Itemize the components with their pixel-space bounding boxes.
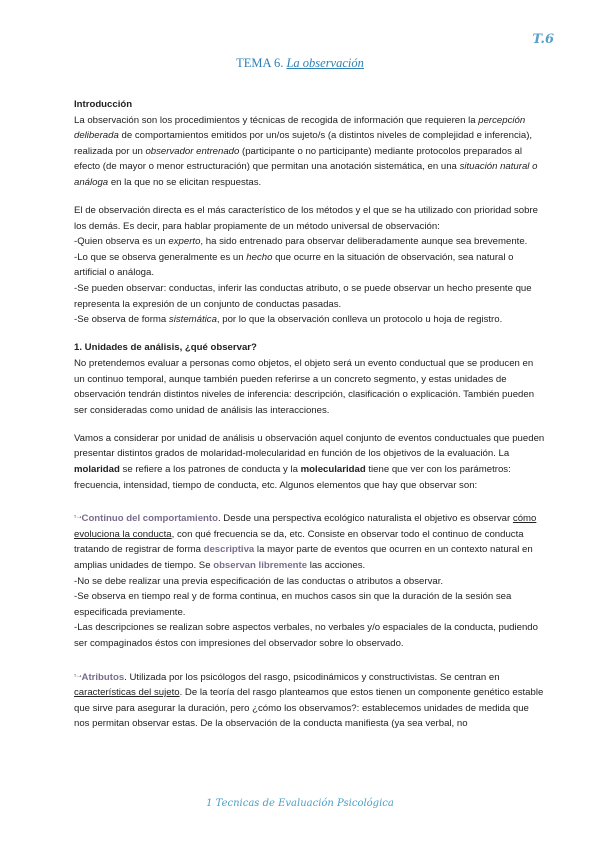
text: -Las descripciones se realizan sobre aspectos verbales, no verbales y/o espaciales de la conducta, pudiendo ser compaginados éstos con impresiones del observador sobre lo observado. [74,622,538,649]
continuo-title: Continuo del comportamiento [81,513,218,525]
text: El de observación directa es el más característico de los métodos y el que se ha utilizado con prioridad sobre los demás. Es decir, para hablar propiamente de un método universal de observación: [74,205,538,232]
page-footer: 1 Tecnicas de Evaluación Psicológica [206,798,394,809]
section1-paragraph-2 [74,431,546,493]
title-main: TEMA 6. [236,56,284,70]
section1-heading: 1. Unidades de análisis, ¿qué observar? [74,342,257,354]
section1-paragraph [74,340,546,418]
text: . De la teoría del rasgo planteamos que estos tienen un componente genético estable que sirve para asegurar la duración, pero ¿cómo los observamos?: establecemos unidades de medida que nos permitan observar estas. De la observación de la conducta manifiesta (ya sea verbal, no [74,687,544,730]
intro-paragraph [74,97,546,191]
title-sub: La observación [286,56,364,70]
arrow-bullet-icon: ⁵➝ [74,515,82,522]
document-body [74,97,546,744]
text: Vamos a considerar por unidad de análisis u observación aquel conjunto de eventos conductuales que pueden presentar distintos grados de molaridad-molecularidad en función de los objetivos de la evaluación. La [74,432,545,460]
continuo-paragraph [74,511,546,651]
text: percepción deliberada [74,114,526,142]
text: molaridad [74,463,120,475]
text: tiene que ver con los parámetros: frecuencia, intensidad, tiempo de conducta, etc. Algunos elementos que hay que observar son: [74,463,511,491]
text: -Lo que se observa generalmente es un [74,251,247,263]
text: observan libremente [213,559,308,571]
text: experto [168,236,201,248]
text: -Se observa de forma [74,314,169,326]
page-title [0,56,600,71]
text: hecho [246,251,273,263]
text: sistemática [168,314,217,326]
intro-heading: Introducción [74,99,133,110]
text: se refiere a los patrones de conducta y la [119,463,301,475]
text: molecularidad [300,463,366,475]
text: características del sujeto [74,687,180,699]
text: , ha sido entrenado para observar deliberadamente aunque sea brevemente. [200,236,528,248]
atributos-paragraph [74,670,546,732]
text: . Desde una perspectiva ecológico naturalista el objetivo es observar [217,513,513,525]
text: -Quien observa es un [74,236,169,248]
text: , por lo que la observación conlleva un protocolo u hoja de registro. [216,314,503,326]
text: -Se pueden observar: conductas, inferir las conductas atributo, o se puede observar un hecho presente que representa la expresión de un conjunto de conductas pasadas. [74,283,532,310]
text: La observación son los procedimientos y técnicas de recogida de información que requieren la [74,114,479,126]
text: . Utilizada por los psicólogos del rasgo, psicodinámicos y constructivistas. Se centran en [124,671,500,683]
text: la mayor parte de eventos que ocurren en un contexto natural en amplias unidades de tiempo. Se [74,544,533,571]
text: -Se observa en tiempo real y de forma continua, en muchos casos sin que la duración de la sesión sea especificada previamente. [74,591,512,618]
text: observador entrenado [145,145,240,157]
text: las acciones. [307,559,366,571]
text: -No se debe realizar una previa especificación de las conductas o atributos a observar. [74,575,444,587]
text: que ocurre en la situación de observación, sea natural o artificial o análoga. [74,251,514,279]
text: en la que no se elicitan respuestas. [108,176,262,188]
arrow-bullet-icon: ⁵➝ [74,673,82,680]
text: situación natural o análoga [74,161,538,188]
text: de comportamientos emitidos por un/os sujeto/s (a distintos niveles de complejidad e inferencia), realizada por un [74,130,533,157]
corner-tag: T.6 [532,32,554,47]
text: cómo evoluciona la conducta [74,513,537,540]
text: (participante o no participante) mediante protocolos preparados al efecto (de mayor o menor estructuración) que permitan una anotación sistemática, en una [74,145,522,173]
text: descriptiva [203,544,255,556]
method-paragraph [74,203,546,328]
atributos-title: Atributos [81,671,125,683]
text: No pretendemos evaluar a personas como objetos, el objeto será un evento conductual que se producen en un continuo temporal, aunque también pueden referirse a un concreto segmento, y estas unidades de observación tendrán distintos niveles de inferencia: descripción, clasificación o explicación. También pueden ser consideradas como unidad de análisis las interacciones. [74,357,535,416]
text: , con qué frecuencia se da, etc. Consiste en observar todo el continuo de conducta tratando de registrar de forma [74,528,524,556]
